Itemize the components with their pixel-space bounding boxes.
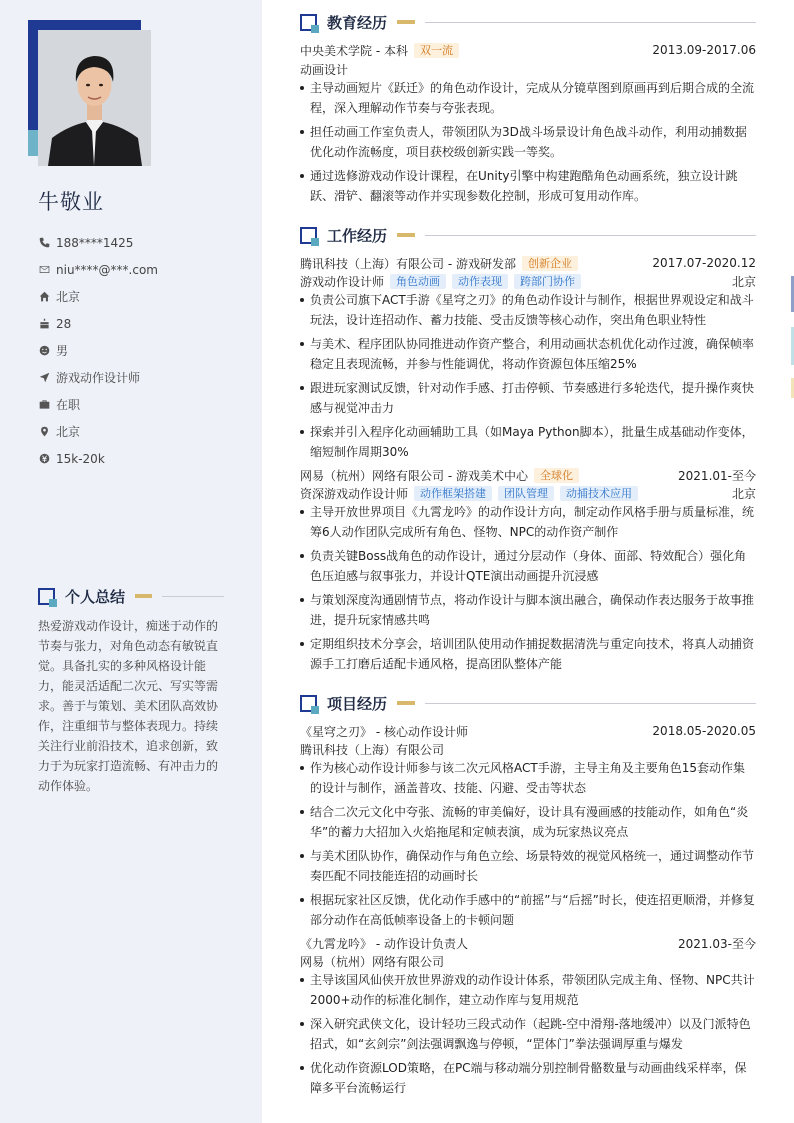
job-role: 资深游戏动作设计师 (300, 486, 409, 501)
section-square-icon (300, 14, 317, 31)
list-item: 根据玩家社区反馈，优化动作手感中的“前摇”与“后摇”时长，使连招更顺滑，并修复部分动作在高低帧率设备上的卡顿问题 (300, 890, 756, 930)
section-square-icon (38, 588, 55, 605)
list-item: 主导动画短片《跃迁》的角色动作设计，完成从分镜草图到原画再到后期合成的全流程，深入理解动作节奏与夸张表现。 (300, 78, 756, 118)
location-icon (38, 426, 50, 438)
job-date: 2017.07-2020.12 (652, 256, 756, 270)
job-company: 网易（杭州）网络有限公司 - 游戏美术中心 (300, 468, 528, 483)
section-divider (425, 22, 756, 23)
project-company-row (300, 740, 756, 758)
sidebar (0, 0, 262, 1123)
project-date: 2021.03-至今 (678, 936, 756, 951)
section-accent-bar (397, 701, 415, 705)
summary-title: 个人总结 (65, 587, 126, 606)
info-city-text: 北京 (56, 425, 81, 439)
profile-photo-frame (28, 20, 152, 166)
home-icon (38, 291, 50, 303)
send-icon (38, 372, 50, 384)
projects-title: 项目经历 (327, 694, 388, 713)
section-square-icon (300, 227, 317, 244)
list-item: 优化动作资源LOD策略，在PC端与移动端分别控制骨骼数量与动画曲线采样率，保障多平台流畅运行 (300, 1058, 756, 1098)
section-accent-bar (397, 233, 415, 237)
job-date: 2021.01-至今 (678, 468, 756, 483)
job-role-tag: 动作表现 (452, 274, 508, 289)
education-major: 动画设计 (300, 62, 349, 77)
info-age (38, 310, 248, 337)
education-major-row (300, 60, 756, 78)
project-header-row (300, 934, 756, 952)
salary-icon (38, 453, 50, 465)
info-salary (38, 445, 248, 472)
info-email-text: niu****@***.com (56, 262, 158, 277)
job-city: 北京 (731, 274, 756, 289)
section-accent-bar (135, 594, 152, 598)
info-gender (38, 337, 248, 364)
job-role-tag: 角色动画 (390, 274, 446, 289)
info-phone (38, 229, 248, 256)
mail-icon (38, 264, 50, 276)
project-name: 《星穹之刃》 - 核心动作设计师 (300, 724, 468, 739)
job-role-tag: 团队管理 (498, 486, 554, 501)
info-phone-text: 188****1425 (56, 235, 134, 250)
section-divider (425, 235, 756, 236)
list-item: 与策划深度沟通剧情节点，将动作设计与脚本演出融合，确保动作表达服务于故事推进，提升玩家情感共鸣 (300, 590, 756, 630)
education-school: 中央美术学院 - 本科 (300, 43, 408, 58)
cake-icon (38, 318, 50, 330)
briefcase-icon (38, 399, 50, 411)
info-status (38, 391, 248, 418)
job-role-row (300, 272, 756, 290)
section-divider (162, 596, 224, 597)
info-salary-text: 15k-20k (56, 451, 105, 466)
job-company-tag: 创新企业 (522, 256, 578, 271)
projects-section-header (300, 693, 756, 713)
info-hometown (38, 283, 248, 310)
job-company-tag: 全球化 (534, 468, 579, 483)
project-header-row (300, 722, 756, 740)
job-role-tag: 跨部门协作 (514, 274, 581, 289)
work-title: 工作经历 (327, 226, 388, 245)
summary-section-header (38, 586, 224, 606)
list-item: 深入研究武侠文化，设计轻功三段式动作（起跳-空中滑翔-落地缓冲）以及门派特色招式，如“玄剑宗”剑法强调飘逸与停顿，“罡体门”拳法强调厚重与爆发 (300, 1014, 756, 1054)
list-item: 通过选修游戏动作设计课程，在Unity引擎中构建跑酷角色动画系统，独立设计跳跃、滑铲、翻滚等动作并实现参数化控制，形成可复用动作库。 (300, 166, 756, 206)
work-section-header (300, 225, 756, 245)
list-item: 探索并引入程序化动画辅助工具（如Maya Python脚本），批量生成基础动作变体，缩短制作周期30% (300, 422, 756, 462)
list-item: 主导该国风仙侠开放世界游戏的动作设计体系，带领团队完成主角、怪物、NPC共计2000+动作的标准化制作，建立动作库与复用规范 (300, 970, 756, 1010)
project-company-row (300, 952, 756, 970)
list-item: 与美术团队协作，确保动作与角色立绘、场景特效的视觉风格统一，通过调整动作节奏匹配不同技能连招的动画时长 (300, 846, 756, 886)
info-status-text: 在职 (56, 398, 81, 412)
job-bullets (300, 502, 756, 678)
education-header-row (300, 41, 756, 59)
avatar (38, 30, 151, 166)
education-section-header (300, 12, 756, 32)
section-divider (425, 703, 756, 704)
project-date: 2018.05-2020.05 (652, 724, 756, 738)
avatar-portrait (38, 30, 151, 166)
list-item: 跟进玩家测试反馈，针对动作手感、打击停顿、节奏感进行多轮迭代，提升操作爽快感与视觉冲击力 (300, 378, 756, 418)
list-item: 负责公司旗下ACT手游《星穹之刃》的角色动作设计与制作，根据世界观设定和战斗玩法，设计连招动作、蓄力技能、受击反馈等核心动作，突出角色职业特性 (300, 290, 756, 330)
contact-info-list (38, 229, 248, 472)
info-city (38, 418, 248, 445)
job-company-row (300, 466, 756, 484)
info-hometown-text: 北京 (56, 290, 81, 304)
info-gender-text: 男 (56, 344, 69, 358)
job-role-tag: 动捕技术应用 (560, 486, 638, 501)
info-position-text: 游戏动作设计师 (56, 371, 141, 385)
section-accent-bar (397, 20, 415, 24)
candidate-name: 牛敬业 (38, 190, 104, 214)
phone-icon (38, 237, 50, 249)
job-bullets (300, 290, 756, 466)
list-item: 担任动画工作室负责人，带领团队为3D战斗场景设计角色战斗动作，利用动捕数据优化动作流畅度，项目获校级创新实践一等奖。 (300, 122, 756, 162)
face-icon (38, 345, 50, 357)
summary-text: 热爱游戏动作设计，痴迷于动作的节奏与张力，对角色动态有敏锐直觉。具备扎实的多种风格设计能力，能灵活适配二次元、写实等需求。善于与策划、美术团队高效协作，注重细节与整体表现力。持续关注行业前沿技术，追求创新，致力于为玩家打造流畅、有冲击力的动作体验。 (38, 619, 219, 793)
project-name: 《九霄龙吟》 - 动作设计负责人 (300, 936, 468, 951)
education-tag: 双一流 (414, 43, 459, 58)
info-position (38, 364, 248, 391)
education-title: 教育经历 (327, 13, 388, 32)
project-company: 网易（杭州）网络有限公司 (300, 954, 445, 969)
project-bullets (300, 758, 756, 934)
section-square-icon (300, 695, 317, 712)
job-role-row (300, 484, 756, 502)
job-company-row (300, 254, 756, 272)
education-date: 2013.09-2017.06 (652, 43, 756, 57)
list-item: 主导开放世界项目《九霄龙吟》的动作设计方向，制定动作风格手册与质量标准，统筹6人动作团队完成所有角色、怪物、NPC的动作资产制作 (300, 502, 756, 542)
project-company: 腾讯科技（上海）有限公司 (300, 742, 445, 757)
list-item: 结合二次元文化中夸张、流畅的审美偏好，设计具有漫画感的技能动作，如角色“炎华”的蓄力大招加入火焰拖尾和定帧表演，成为玩家热议亮点 (300, 802, 756, 842)
info-age-text: 28 (56, 316, 72, 331)
list-item: 与美术、程序团队协同推进动作资产整合，利用动画状态机优化动作过渡，确保帧率稳定且表现流畅，并参与性能调优，将动作资源包体压缩25% (300, 334, 756, 374)
education-bullets (300, 78, 756, 210)
job-company: 腾讯科技（上海）有限公司 - 游戏研发部 (300, 256, 516, 271)
list-item: 定期组织技术分享会，培训团队使用动作捕捉数据清洗与重定向技术，将真人动捕资源手工打磨后适配卡通风格，提高团队整体产能 (300, 634, 756, 674)
job-role-tag: 动作框架搭建 (414, 486, 492, 501)
info-email (38, 256, 248, 283)
job-role: 游戏动作设计师 (300, 274, 385, 289)
job-city: 北京 (731, 486, 756, 501)
project-bullets (300, 970, 756, 1102)
list-item: 负责关键Boss战角色的动作设计，通过分层动作（身体、面部、特效配合）强化角色压迫感与叙事张力，并设计QTE演出动画提升沉浸感 (300, 546, 756, 586)
list-item: 作为核心动作设计师参与该二次元风格ACT手游，主导主角及主要角色15套动作集的设计与制作，涵盖普攻、技能、闪避、受击等状态 (300, 758, 756, 798)
